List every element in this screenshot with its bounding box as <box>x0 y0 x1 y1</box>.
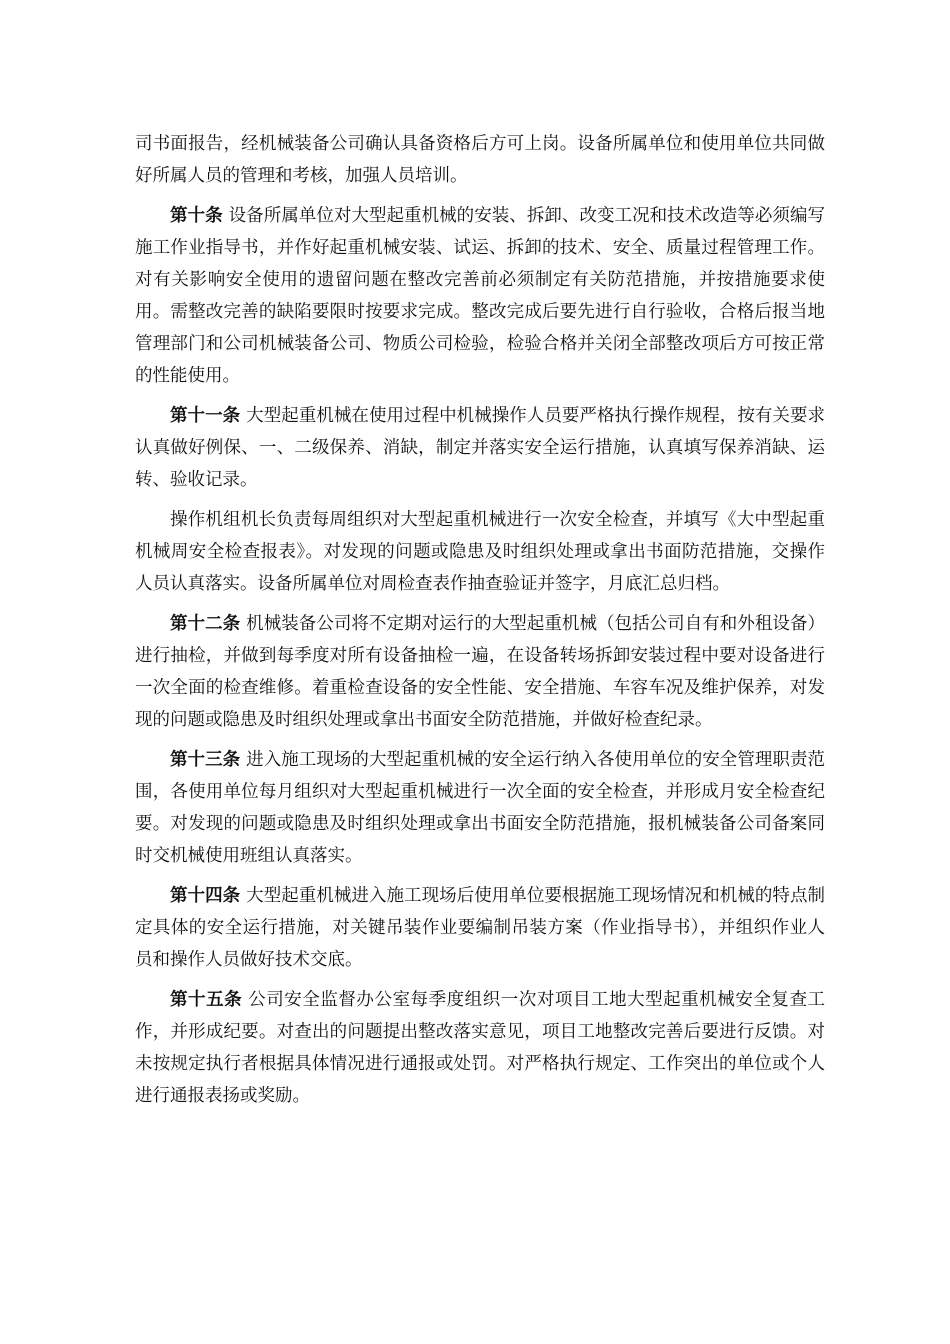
paragraph-text: 操作机组机长负责每周组织对大型起重机械进行一次安全检查，并填写《大中型起重机械周安全检查报表》。对发现的问题或隐患及时组织处理或拿出书面防范措施，交操作人员认真落实。设备所属单位对周检查表作抽查验证并签字，月底汇总归档。 <box>135 510 825 594</box>
paragraph-text: 公司安全监督办公室每季度组织一次对项目工地大型起重机械安全复查工作，并形成纪要。对查出的问题提出整改落实意见，项目工地整改完善后要进行反馈。对未按规定执行者根据具体情况进行通报或处罚。对严格执行规定、工作突出的单位或个人进行通报表扬或奖励。 <box>135 990 825 1106</box>
paragraph-text: 大型起重机械进入施工现场后使用单位要根据施工现场情况和机械的特点制定具体的安全运行措施，对关键吊装作业要编制吊装方案（作业指导书），并组织作业人员和操作人员做好技术交底。 <box>135 886 826 970</box>
document-body <box>135 128 825 1120</box>
article-heading: 第十一条 <box>170 406 241 426</box>
paragraph-text: 设备所属单位对大型起重机械的安装、拆卸、改变工况和技术改造等必须编写施工作业指导书，并作好起重机械安装、试运、拆卸的技术、安全、质量过程管理工作。对有关影响安全使用的遗留问题在整改完善前必须制定有关防范措施，并按措施要求使用。需整改完善的缺陷要限时按要求完成。整改完成后要先进行自行验收，合格后报当地管理部门和公司机械装备公司、物质公司检验，检验合格并关闭全部整改项后方可按正常的性能使用。 <box>135 206 825 386</box>
article-heading: 第十二条 <box>170 614 241 634</box>
article-heading: 第十五条 <box>170 990 243 1010</box>
article-13 <box>135 744 825 872</box>
paragraph-text: 机械装备公司将不定期对运行的大型起重机械（包括公司自有和外租设备）进行抽检，并做到每季度对所有设备抽检一遍，在设备转场拆卸安装过程中要对设备进行一次全面的检查维修。着重检查设备的安全性能、安全措施、车容车况及维护保养，对发现的问题或隐患及时组织处理或拿出书面安全防范措施，并做好检查纪录。 <box>135 614 826 730</box>
article-15 <box>135 984 825 1112</box>
article-heading: 第十条 <box>170 206 223 226</box>
paragraph-text: 进入施工现场的大型起重机械的安全运行纳入各使用单位的安全管理职责范围，各使用单位每月组织对大型起重机械进行一次全面的安全检查，并形成月安全检查纪要。对发现的问题或隐患及时组织处理或拿出书面安全防范措施，报机械装备公司备案同时交机械使用班组认真落实。 <box>135 750 826 866</box>
paragraph-text: 大型起重机械在使用过程中机械操作人员要严格执行操作规程，按有关要求认真做好例保、一、二级保养、消缺，制定并落实安全运行措施，认真填写保养消缺、运转、验收记录。 <box>135 406 826 490</box>
paragraph-text: 司书面报告，经机械装备公司确认具备资格后方可上岗。设备所属单位和使用单位共同做好所属人员的管理和考核，加强人员培训。 <box>135 134 825 186</box>
article-12 <box>135 608 825 736</box>
article-14 <box>135 880 825 976</box>
article-11-continued <box>135 504 825 600</box>
article-heading: 第十四条 <box>170 886 241 906</box>
article-heading: 第十三条 <box>170 750 241 770</box>
article-11 <box>135 400 825 496</box>
paragraph-continuation <box>135 128 825 192</box>
article-10 <box>135 200 825 392</box>
